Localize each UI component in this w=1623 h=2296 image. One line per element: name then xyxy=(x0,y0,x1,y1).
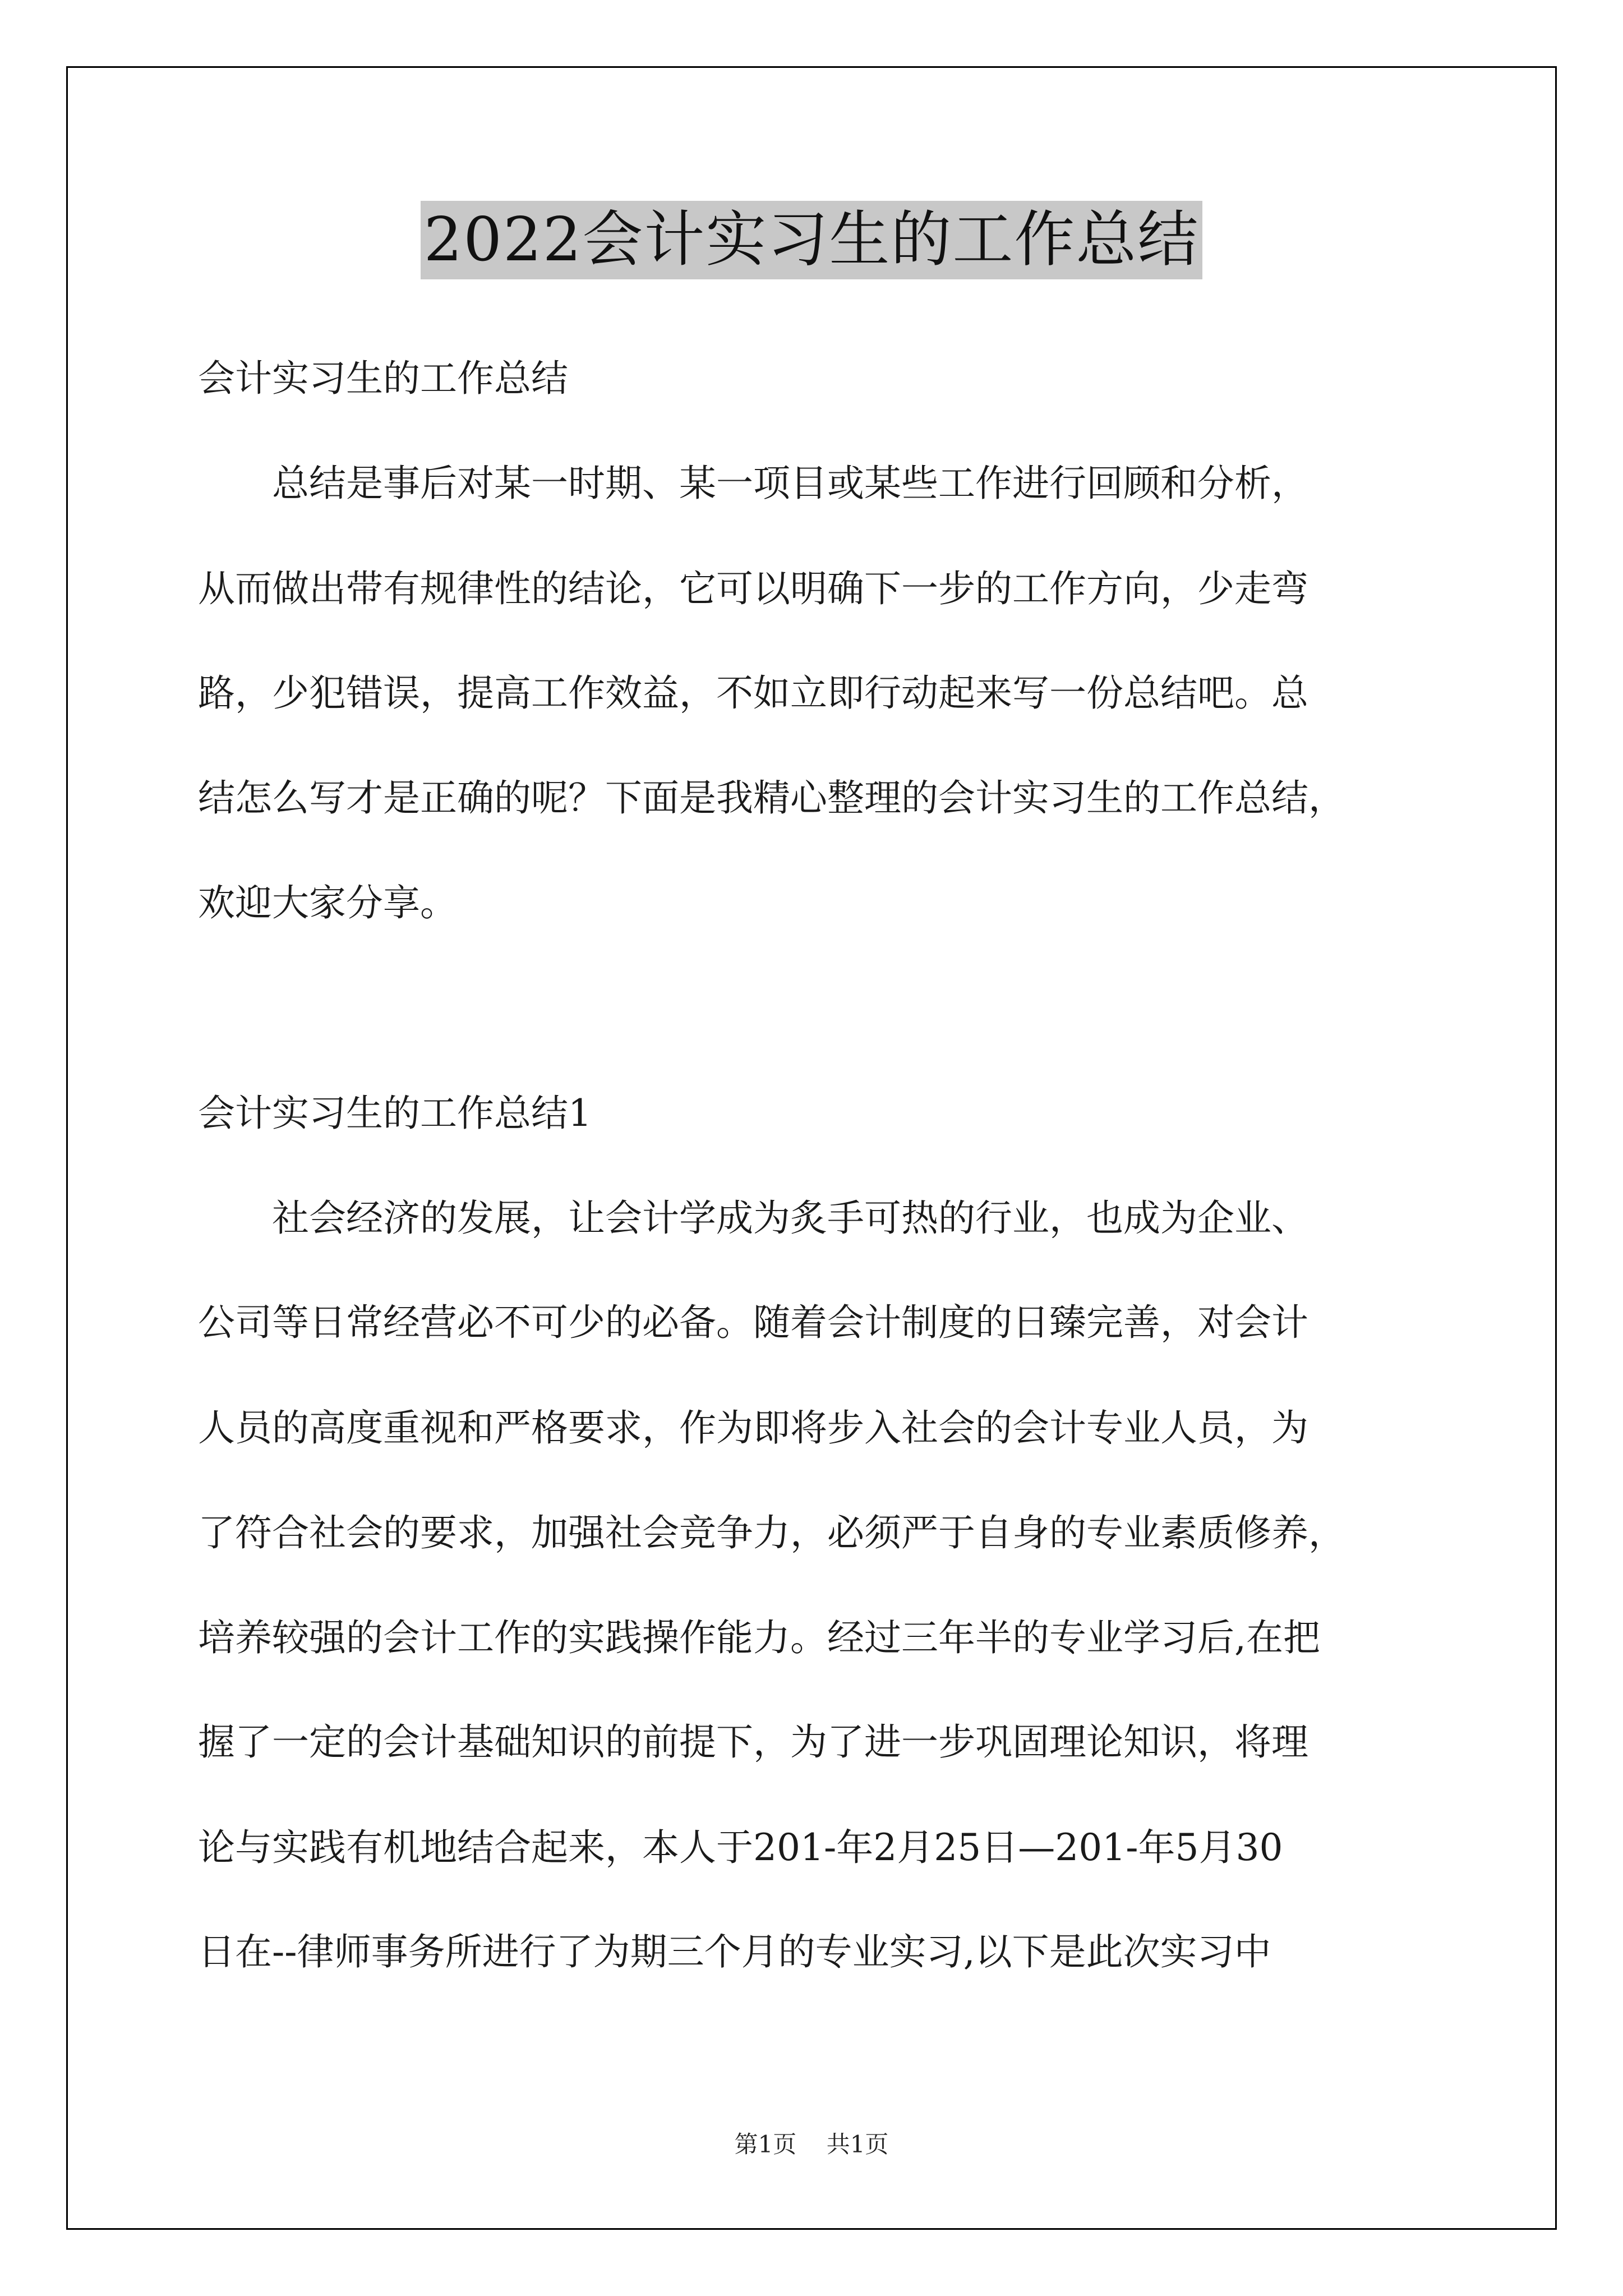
subtitle: 会计实习生的工作总结 xyxy=(198,357,568,400)
page-number: 第1页 xyxy=(734,2131,797,2158)
document-title: 2022会计实习生的工作总结 xyxy=(421,201,1203,279)
body-line: 社会经济的发展，让会计学成为炙手可热的行业，也成为企业、 xyxy=(198,1197,1308,1240)
intro-line: 总结是事后对某一时期、某一项目或某些工作进行回顾和分析， xyxy=(198,462,1308,505)
intro-line: 路，少犯错误，提高工作效益，不如立即行动起来写一份总结吧。总 xyxy=(198,671,1308,715)
page-total: 共1页 xyxy=(826,2131,889,2158)
body-line: 了符合社会的要求，加强社会竞争力，必须严于自身的专业素质修养， xyxy=(198,1511,1345,1554)
body-line: 日在--律师事务所进行了为期三个月的专业实习,以下是此次实习中 xyxy=(198,1930,1271,1973)
section-heading: 会计实习生的工作总结1 xyxy=(198,1092,592,1135)
body-line: 公司等日常经营必不可少的必备。随着会计制度的日臻完善，对会计 xyxy=(198,1301,1308,1344)
body-line: 人员的高度重视和严格要求，作为即将步入社会的会计专业人员，为 xyxy=(198,1406,1308,1450)
body-line: 论与实践有机地结合起来，本人于201-年2月25日—201-年5月30 xyxy=(198,1826,1283,1869)
intro-line: 从而做出带有规律性的结论，它可以明确下一步的工作方向，少走弯 xyxy=(198,567,1308,610)
page-footer xyxy=(0,2128,1623,2161)
title-wrap xyxy=(0,201,1623,279)
intro-line: 欢迎大家分享。 xyxy=(198,881,457,924)
body-line: 培养较强的会计工作的实践操作能力。经过三年半的专业学习后,在把 xyxy=(198,1616,1320,1659)
body-line: 握了一定的会计基础知识的前提下，为了进一步巩固理论知识，将理 xyxy=(198,1720,1308,1764)
intro-line: 结怎么写才是正确的呢？下面是我精心整理的会计实习生的工作总结， xyxy=(198,776,1345,820)
